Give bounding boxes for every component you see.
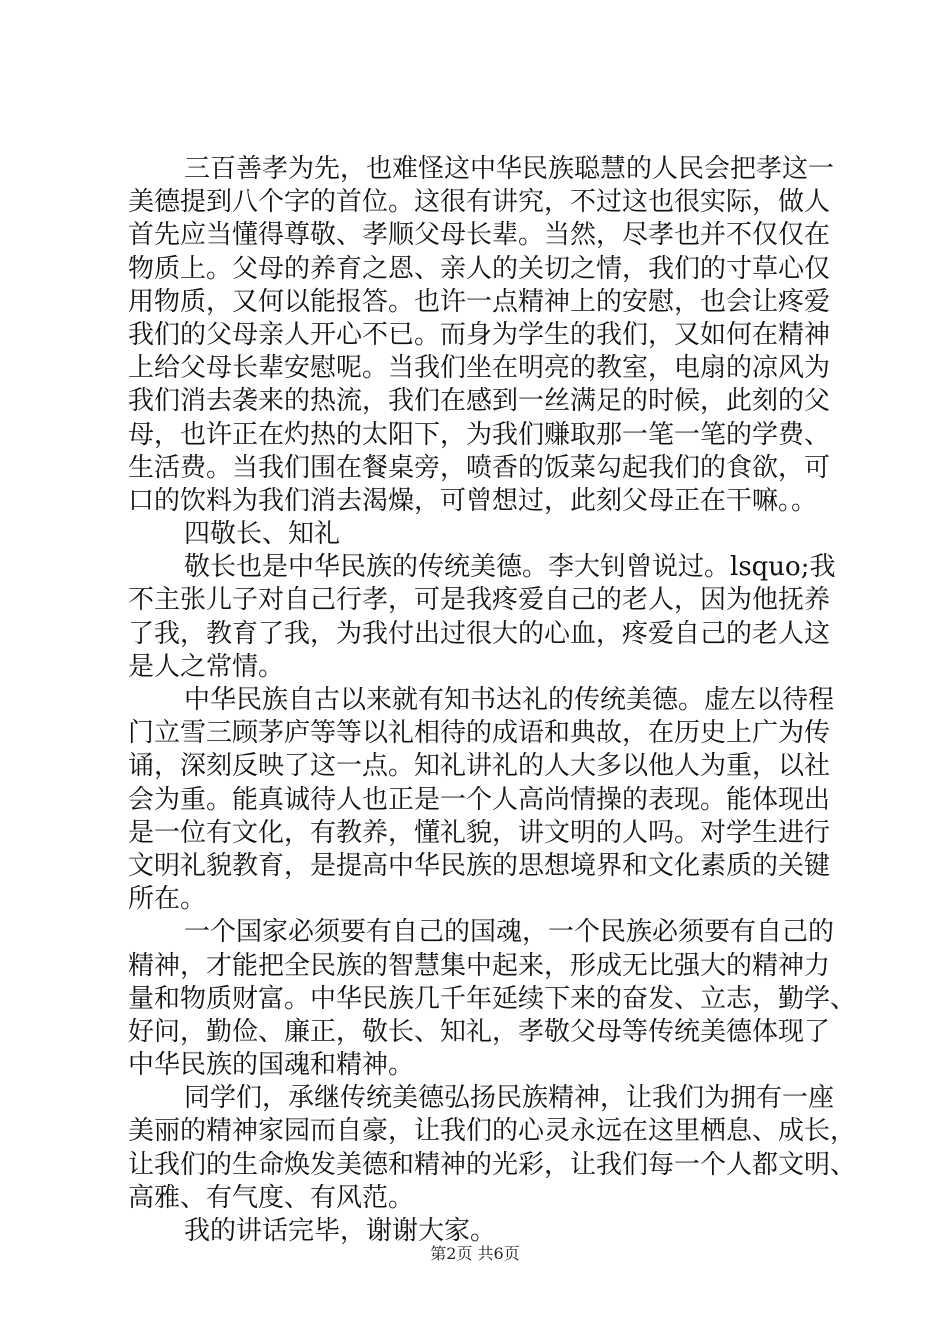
text-line: 一个国家必须要有自己的国魂，一个民族必须要有自己的 <box>184 917 835 948</box>
text-line: 门立雪三顾茅庐等等以礼相待的成语和典故，在历史上广为传 <box>128 718 831 749</box>
text-line: 同学们，承继传统美德弘扬民族精神，让我们为拥有一座 <box>184 1083 835 1114</box>
text-line: 我们的父母亲人开心不已。而身为学生的我们，又如何在精神 <box>128 319 831 350</box>
text-line: 量和物质财富。中华民族几千年延续下来的奋发、立志，勤学、 <box>128 983 857 1014</box>
text-line: 文明礼貌教育，是提高中华民族的思想境界和文化素质的关键 <box>128 850 831 881</box>
text-line: 敬长也是中华民族的传统美德。李大钊曾说过。lsquo;我 <box>184 552 836 583</box>
text-line: 美德提到八个字的首位。这很有讲究，不过这也很实际，做人 <box>128 187 831 218</box>
text-line: 物质上。父母的养育之恩、亲人的关切之情，我们的寸草心仅 <box>128 253 831 284</box>
text-line: 中华民族自古以来就有知书达礼的传统美德。虚左以待程 <box>184 685 835 715</box>
text-line: 高雅、有气度、有风范。 <box>128 1182 415 1213</box>
text-line: 中华民族的国魂和精神。 <box>128 1050 415 1081</box>
text-line: 好问，勤俭、廉正，敬长、知礼，孝敬父母等传统美德体现了 <box>128 1016 831 1047</box>
text-line: 会为重。能真诚待人也正是一个人高尚情操的表现。能体现出 <box>128 784 831 815</box>
text-line: 诵，深刻反映了这一点。知礼讲礼的人大多以他人为重，以社 <box>128 751 831 782</box>
text-line: 让我们的生命焕发美德和精神的光彩，让我们每一个人都文明、 <box>128 1149 857 1180</box>
text-line: 美丽的精神家园而自豪，让我们的心灵永远在这里栖息、成长， <box>128 1116 857 1147</box>
text-line: 用物质，又何以能报答。也许一点精神上的安慰，也会让疼爱 <box>128 286 831 317</box>
text-line: 我们消去袭来的热流，我们在感到一丝满足的时候，此刻的父 <box>128 386 831 417</box>
text-line: 首先应当懂得尊敬、孝顺父母长辈。当然，尽孝也并不仅仅在 <box>128 220 831 251</box>
text-line: 我的讲话完毕，谢谢大家。 <box>184 1216 497 1246</box>
text-line: 三百善孝为先，也难怪这中华民族聪慧的人民会把孝这一 <box>184 154 835 184</box>
text-line: 是人之常情。 <box>128 651 285 682</box>
text-line: 不主张儿子对自己行孝，可是我疼爱自己的老人，因为他抚养 <box>128 585 831 616</box>
text-line: 精神，才能把全民族的智慧集中起来，形成无比强大的精神力 <box>128 950 831 981</box>
text-line: 母，也许正在灼热的太阳下，为我们赚取那一笔一笔的学费、 <box>128 419 831 450</box>
page-footer: 第2页 共6页 <box>430 1244 520 1263</box>
text-line: 四敬长、知礼 <box>184 519 341 550</box>
text-line: 了我，教育了我，为我付出过很大的心血，疼爱自己的老人这 <box>128 618 831 649</box>
text-line: 上给父母长辈安慰呢。当我们坐在明亮的教室，电扇的凉风为 <box>128 353 831 384</box>
text-line: 口的饮料为我们消去渴燥，可曾想过，此刻父母正在干嘛。。 <box>128 485 818 516</box>
document-body <box>128 153 857 1248</box>
text-line: 是一位有文化，有教养，懂礼貌，讲文明的人吗。对学生进行 <box>128 817 831 848</box>
text-line: 生活费。当我们围在餐桌旁，喷香的饭菜勾起我们的食欲，可 <box>128 452 831 483</box>
text-line: 所在。 <box>128 884 207 915</box>
